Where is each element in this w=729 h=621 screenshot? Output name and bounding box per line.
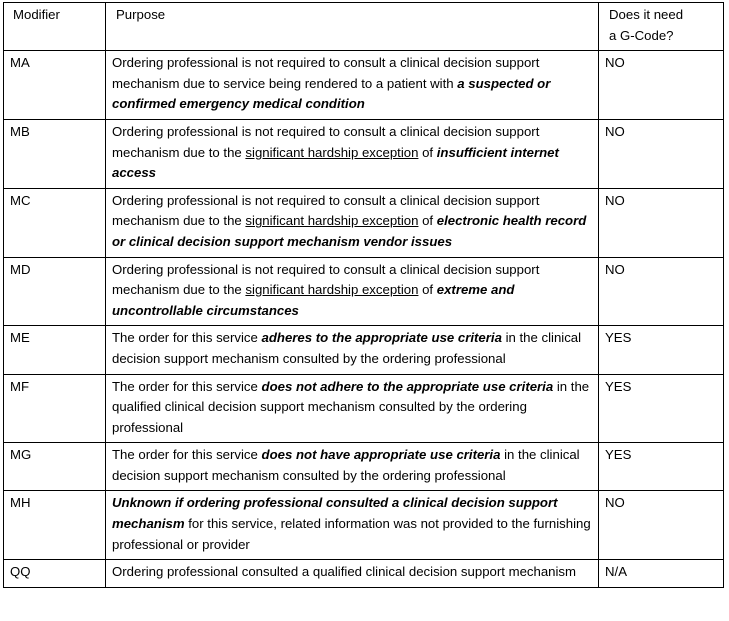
purpose-segment: does not adhere to the appropriate use criteria [261,378,554,394]
cell-purpose [106,326,599,374]
cell-gcode: YES [599,326,724,374]
table-row [4,491,724,560]
table-row [4,326,724,374]
purpose-segment: of [418,213,437,229]
cell-gcode: NO [599,188,724,257]
table-header [4,3,724,51]
purpose-segment: electronic health record or clinical decision support mechanism vendor issues [112,213,587,249]
cell-purpose [106,119,599,188]
table-row [4,51,724,120]
cell-purpose [106,51,599,120]
purpose-segment: significant hardship exception [245,213,419,229]
purpose-segment: significant hardship exception [245,282,419,298]
cell-gcode: NO [599,51,724,120]
modifier-purpose-table [3,2,724,588]
purpose-segment: in the clinical decision support mechanism consulted by the ordering professional [112,447,580,483]
cell-modifier: MB [4,119,106,188]
table-row [4,560,724,588]
purpose-segment: The order for this service [112,378,262,394]
purpose-segment: in the clinical decision support mechanism consulted by the ordering professional [112,330,582,366]
table-row [4,374,724,443]
purpose-segment: of [418,282,437,298]
purpose-segment: adheres to the appropriate use criteria [261,330,502,346]
purpose-segment: extreme and uncontrollable circumstances [112,282,515,318]
cell-purpose [106,188,599,257]
cell-modifier: MH [4,491,106,560]
modifier-table-container [3,2,723,588]
cell-gcode: NO [599,119,724,188]
purpose-segment: Unknown if ordering professional consulted a clinical decision support mechanism [112,495,558,532]
cell-purpose [106,491,599,560]
purpose-segment: a suspected or confirmed emergency medical condition [112,75,551,112]
cell-gcode: NO [599,257,724,326]
table-header-row [4,3,724,51]
table-body [4,51,724,588]
cell-purpose [106,560,599,588]
cell-gcode: NO [599,491,724,560]
cell-modifier: MD [4,257,106,326]
cell-modifier: MF [4,374,106,443]
column-header-purpose: Purpose [106,3,599,51]
table-row [4,119,724,188]
table-row [4,443,724,491]
purpose-segment: Ordering professional is not required to consult a clinical decision support mechanism due to service being rendered to a patient with [112,55,540,91]
cell-gcode: YES [599,443,724,491]
purpose-segment: of [418,144,437,160]
cell-purpose [106,443,599,491]
purpose-segment: Ordering professional consulted a qualified clinical decision support mechanism [112,564,577,580]
cell-purpose [106,374,599,443]
purpose-segment: in the qualified clinical decision support mechanism consulted by the ordering professional [112,378,590,435]
cell-modifier: MA [4,51,106,120]
cell-modifier: MC [4,188,106,257]
purpose-segment: The order for this service [112,447,262,463]
table-row [4,188,724,257]
purpose-segment: for this service, related information was not provided to the furnishing professional or provider [112,516,591,552]
column-header-modifier: Modifier [4,3,106,51]
column-header-gcode-line1: Does it need [609,7,684,22]
purpose-segment: The order for this service [112,330,262,346]
cell-modifier: MG [4,443,106,491]
purpose-segment: Ordering professional is not required to consult a clinical decision support mechanism due to the [112,192,540,229]
cell-gcode: YES [599,374,724,443]
purpose-segment: significant hardship exception [245,144,419,160]
cell-purpose [106,257,599,326]
column-header-gcode [599,3,724,51]
purpose-segment: Ordering professional is not required to consult a clinical decision support mechanism due to the [112,123,540,160]
purpose-segment: insufficient internet access [112,144,559,181]
table-row [4,257,724,326]
purpose-segment: Ordering professional is not required to consult a clinical decision support mechanism due to the [112,261,540,298]
cell-modifier: ME [4,326,106,374]
column-header-gcode-line2: a G-Code? [609,27,674,43]
cell-modifier: QQ [4,560,106,588]
cell-gcode: N/A [599,560,724,588]
purpose-segment: does not have appropriate use criteria [261,447,501,463]
